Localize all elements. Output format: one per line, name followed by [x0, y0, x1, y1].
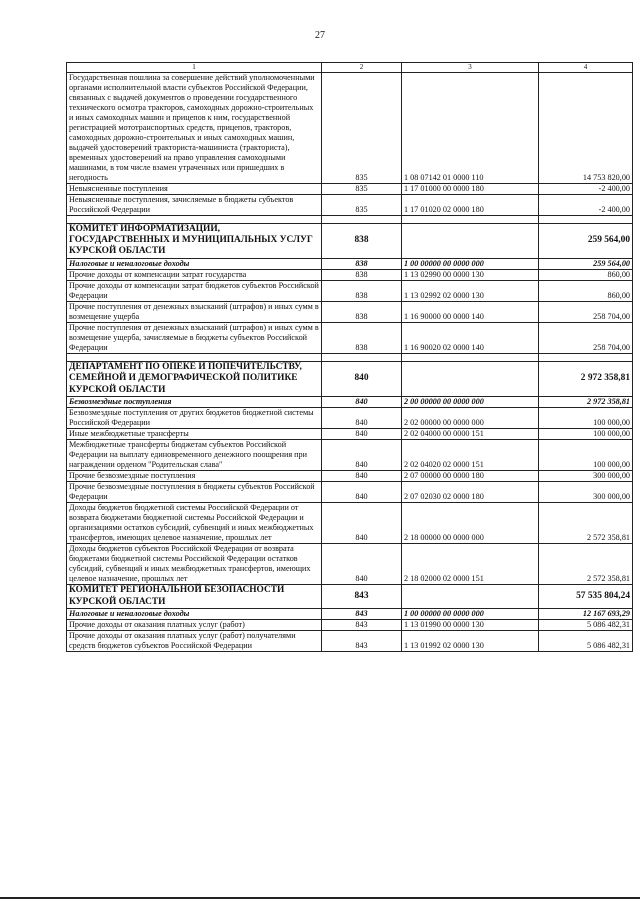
item-name-cell: Безвозмездные поступления от других бюджетов бюджетной системы Российской Федерации [67, 408, 322, 429]
classification-code-cell: 1 16 90000 00 0000 140 [402, 301, 539, 322]
amount-cell: 100 000,00 [539, 429, 633, 440]
header-col-1: 1 [67, 63, 322, 73]
separator-cell [539, 215, 633, 223]
item-name-cell: Иные межбюджетные трансферты [67, 429, 322, 440]
classification-code-cell: 2 07 00000 00 0000 180 [402, 471, 539, 482]
amount-cell: 2 972 358,81 [539, 361, 633, 396]
item-name-cell: Безвозмездные поступления [67, 397, 322, 408]
table-row [67, 280, 633, 301]
table-row [67, 301, 633, 322]
amount-cell: 258 704,00 [539, 322, 633, 353]
amount-cell: 2 972 358,81 [539, 397, 633, 408]
amount-cell: 5 086 482,31 [539, 620, 633, 631]
separator-row [67, 353, 633, 361]
item-name-cell: Прочие доходы от компенсации затрат государства [67, 269, 322, 280]
bottom-rule [0, 897, 640, 899]
classification-code-cell: 2 02 04000 00 0000 151 [402, 429, 539, 440]
item-name-cell: Доходы бюджетов бюджетной системы Российской Федерации от возврата бюджетами бюджетной системы Российской Федерации и организациями остатков субсидий, субвенций и иных межбюджетных трансфертов, имеющих целевое назначение, прошлых лет [67, 503, 322, 544]
amount-cell: 100 000,00 [539, 440, 633, 471]
table-row [67, 503, 633, 544]
table-row [67, 194, 633, 215]
table-row [67, 72, 633, 183]
item-name-cell: Невыясненные поступления, зачисляемые в бюджеты субъектов Российской Федерации [67, 194, 322, 215]
header-col-2: 2 [322, 63, 402, 73]
admin-code-cell: 843 [322, 585, 402, 609]
item-name-cell: Невыясненные поступления [67, 183, 322, 194]
table-row [67, 482, 633, 503]
item-name-cell: КОМИТЕТ ИНФОРМАТИЗАЦИИ, ГОСУДАРСТВЕННЫХ И МУНИЦИПАЛЬНЫХ УСЛУГ КУРСКОЙ ОБЛАСТИ [67, 223, 322, 258]
admin-code-cell: 838 [322, 322, 402, 353]
department-row [67, 361, 633, 396]
item-name-cell: КОМИТЕТ РЕГИОНАЛЬНОЙ БЕЗОПАСНОСТИ КУРСКОЙ ОБЛАСТИ [67, 585, 322, 609]
classification-code-cell: 1 13 02990 00 0000 130 [402, 269, 539, 280]
classification-code-cell: 1 16 90020 02 0000 140 [402, 322, 539, 353]
amount-cell: 12 167 693,29 [539, 609, 633, 620]
admin-code-cell: 840 [322, 471, 402, 482]
page-number: 27 [315, 30, 325, 41]
classification-code-cell: 1 17 01000 00 0000 180 [402, 183, 539, 194]
table-row [67, 269, 633, 280]
table-row [67, 429, 633, 440]
amount-cell: 258 704,00 [539, 301, 633, 322]
department-row [67, 585, 633, 609]
admin-code-cell: 835 [322, 194, 402, 215]
admin-code-cell: 843 [322, 631, 402, 652]
admin-code-cell: 838 [322, 269, 402, 280]
admin-code-cell: 843 [322, 620, 402, 631]
admin-code-cell: 835 [322, 183, 402, 194]
classification-code-cell: 1 13 01992 02 0000 130 [402, 631, 539, 652]
amount-cell: -2 400,00 [539, 183, 633, 194]
revenue-table-body [67, 63, 633, 652]
header-col-3: 3 [402, 63, 539, 73]
classification-code-cell [402, 223, 539, 258]
department-row [67, 223, 633, 258]
item-name-cell: ДЕПАРТАМЕНТ ПО ОПЕКЕ И ПОПЕЧИТЕЛЬСТВУ, СЕМЕЙНОЙ И ДЕМОГРАФИЧЕСКОЙ ПОЛИТИКЕ КУРСКОЙ ОБЛАСТИ [67, 361, 322, 396]
admin-code-cell: 840 [322, 482, 402, 503]
classification-code-cell: 2 07 02030 02 0000 180 [402, 482, 539, 503]
amount-cell: 300 000,00 [539, 482, 633, 503]
revenue-table [66, 62, 633, 652]
table-row [67, 620, 633, 631]
separator-cell [402, 353, 539, 361]
amount-cell: 259 564,00 [539, 223, 633, 258]
classification-code-cell: 1 08 07142 01 0000 110 [402, 72, 539, 183]
table-row [67, 471, 633, 482]
admin-code-cell: 838 [322, 258, 402, 269]
item-name-cell: Прочие поступления от денежных взысканий (штрафов) и иных сумм в возмещение ущерба [67, 301, 322, 322]
item-name-cell: Прочие безвозмездные поступления [67, 471, 322, 482]
admin-code-cell: 840 [322, 503, 402, 544]
item-name-cell: Прочие доходы от оказания платных услуг (работ) получателями средств бюджетов субъектов Российской Федерации [67, 631, 322, 652]
separator-cell [402, 215, 539, 223]
classification-code-cell: 2 18 02000 02 0000 151 [402, 544, 539, 585]
amount-cell: 860,00 [539, 280, 633, 301]
table-row [67, 544, 633, 585]
separator-cell [322, 353, 402, 361]
table-row [67, 440, 633, 471]
amount-cell: 300 000,00 [539, 471, 633, 482]
admin-code-cell: 843 [322, 609, 402, 620]
classification-code-cell [402, 361, 539, 396]
admin-code-cell: 840 [322, 361, 402, 396]
amount-cell: 2 572 358,81 [539, 544, 633, 585]
table-row [67, 631, 633, 652]
amount-cell: 2 572 358,81 [539, 503, 633, 544]
separator-cell [67, 215, 322, 223]
item-name-cell: Налоговые и неналоговые доходы [67, 258, 322, 269]
table-row [67, 408, 633, 429]
admin-code-cell: 840 [322, 429, 402, 440]
amount-cell: 57 535 804,24 [539, 585, 633, 609]
table-header-row [67, 63, 633, 73]
classification-code-cell: 2 02 04020 02 0000 151 [402, 440, 539, 471]
item-name-cell: Межбюджетные трансферты бюджетам субъектов Российской Федерации на выплату единовременного денежного поощрения при награждении орденом "Родительская слава" [67, 440, 322, 471]
classification-code-cell: 2 00 00000 00 0000 000 [402, 397, 539, 408]
admin-code-cell: 838 [322, 301, 402, 322]
classification-code-cell: 1 00 00000 00 0000 000 [402, 609, 539, 620]
item-name-cell: Прочие безвозмездные поступления в бюджеты субъектов Российской Федерации [67, 482, 322, 503]
admin-code-cell: 840 [322, 440, 402, 471]
admin-code-cell: 840 [322, 397, 402, 408]
separator-cell [322, 215, 402, 223]
separator-cell [539, 353, 633, 361]
admin-code-cell: 835 [322, 72, 402, 183]
classification-code-cell: 2 18 00000 00 0000 000 [402, 503, 539, 544]
admin-code-cell: 838 [322, 280, 402, 301]
classification-code-cell: 2 02 00000 00 0000 000 [402, 408, 539, 429]
amount-cell: 259 564,00 [539, 258, 633, 269]
item-name-cell: Государственная пошлина за совершение действий уполномоченными органами исполнительной власти субъектов Российской Федерации, связанных с выдачей документов о проведении государственного технического осмотра тракторов, самоходных дорожно-строительных и иных самоходных машин и прицепов к ним, государственной регистрацией мототранспортных средств, прицепов, тракторов, самоходных дорожно-строительных и иных самоходных машин, выдачей удостоверений тракториста-машиниста (тракториста), временных удостоверений на право управления самоходными машинами, в том числе взамен утраченных или пришедших в негодность [67, 72, 322, 183]
classification-code-cell: 1 00 00000 00 0000 000 [402, 258, 539, 269]
header-col-4: 4 [539, 63, 633, 73]
amount-cell: 860,00 [539, 269, 633, 280]
item-name-cell: Прочие доходы от оказания платных услуг (работ) [67, 620, 322, 631]
section-row [67, 609, 633, 620]
section-row [67, 397, 633, 408]
item-name-cell: Прочие поступления от денежных взысканий (штрафов) и иных сумм в возмещение ущерба, зачисляемые в бюджеты субъектов Российской Федерации [67, 322, 322, 353]
amount-cell: 100 000,00 [539, 408, 633, 429]
separator-row [67, 215, 633, 223]
classification-code-cell: 1 17 01020 02 0000 180 [402, 194, 539, 215]
item-name-cell: Налоговые и неналоговые доходы [67, 609, 322, 620]
table-row [67, 183, 633, 194]
item-name-cell: Прочие доходы от компенсации затрат бюджетов субъектов Российской Федерации [67, 280, 322, 301]
amount-cell: 5 086 482,31 [539, 631, 633, 652]
section-row [67, 258, 633, 269]
amount-cell: -2 400,00 [539, 194, 633, 215]
table-row [67, 322, 633, 353]
admin-code-cell: 838 [322, 223, 402, 258]
classification-code-cell: 1 13 01990 00 0000 130 [402, 620, 539, 631]
item-name-cell: Доходы бюджетов субъектов Российской Федерации от возврата бюджетами бюджетной системы Российской Федерации остатков субсидий, субвенций и иных межбюджетных трансфертов, имеющих целевое назначение, прошлых лет [67, 544, 322, 585]
classification-code-cell [402, 585, 539, 609]
admin-code-cell: 840 [322, 544, 402, 585]
admin-code-cell: 840 [322, 408, 402, 429]
separator-cell [67, 353, 322, 361]
amount-cell: 14 753 820,00 [539, 72, 633, 183]
classification-code-cell: 1 13 02992 02 0000 130 [402, 280, 539, 301]
